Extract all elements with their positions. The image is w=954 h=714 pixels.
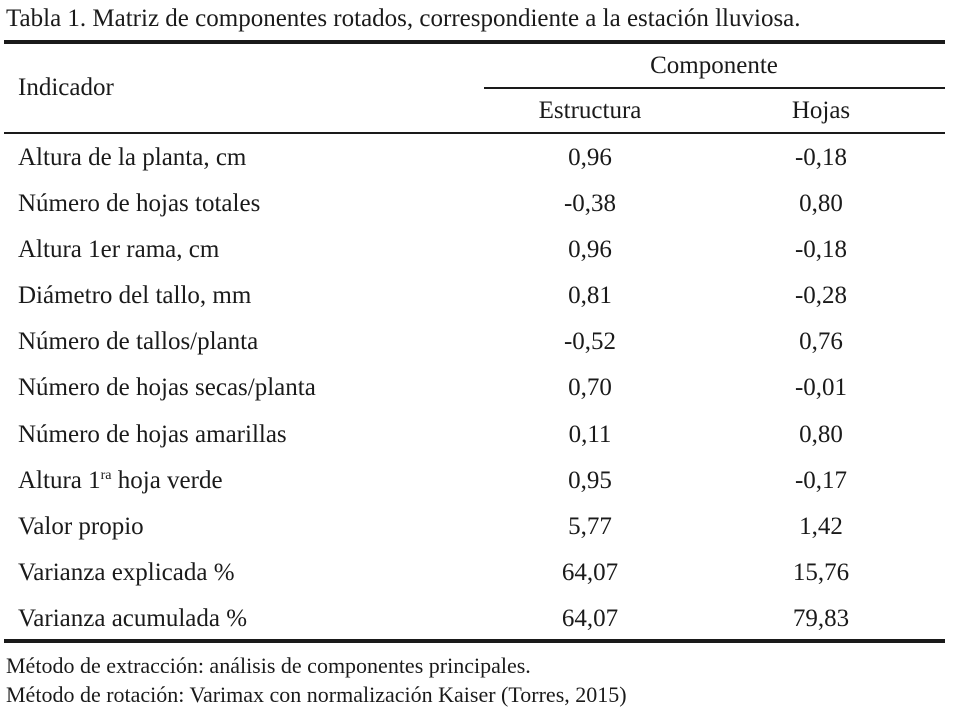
hojas-cell: 0,76 — [799, 328, 843, 356]
indicator-prefix: Altura 1 — [18, 466, 101, 494]
hojas-cell: -0,01 — [794, 374, 848, 402]
component-header: Componente — [650, 52, 778, 79]
component-rule — [484, 87, 945, 89]
table-row — [0, 366, 954, 412]
indicator-cell: Altura de la planta, cm — [18, 144, 247, 171]
table-row — [0, 551, 954, 597]
indicator-cell: Valor propio — [18, 512, 144, 540]
footnote-extraction: Método de extracción: análisis de componentes principales. — [6, 653, 531, 678]
hojas-header: Hojas — [791, 97, 851, 124]
indicator-cell: Varianza acumulada % — [18, 604, 248, 632]
indicator-cell: Varianza explicada % — [18, 558, 235, 586]
estructura-cell: 0,96 — [568, 144, 612, 171]
bottom-rule — [4, 639, 945, 643]
indicator-cell: Altura 1er rama, cm — [18, 236, 220, 264]
table-row — [0, 274, 954, 320]
footnote-rotation: Método de rotación: Varimax con normalización Kaiser (Torres, 2015) — [6, 682, 627, 707]
indicator-cell: Número de tallos/planta — [18, 328, 259, 356]
estructura-cell: -0,52 — [563, 328, 617, 356]
estructura-cell: -0,38 — [563, 190, 617, 218]
estructura-cell: 0,96 — [568, 236, 612, 264]
table-row — [0, 228, 954, 274]
hojas-cell: -0,18 — [794, 236, 848, 264]
estructura-header: Estructura — [538, 97, 642, 124]
header-rule — [4, 132, 945, 134]
indicator-cell: Diámetro del tallo, mm — [18, 282, 252, 310]
table-row — [0, 413, 954, 459]
estructura-cell: 64,07 — [561, 604, 619, 632]
estructura-cell: 0,81 — [568, 282, 612, 310]
indicator-suffix: hoja verde — [111, 466, 223, 494]
estructura-cell: 0,70 — [568, 374, 612, 402]
table-row — [0, 182, 954, 228]
top-rule — [4, 40, 945, 44]
hojas-cell: -0,28 — [794, 282, 848, 310]
table-row — [0, 597, 954, 643]
hojas-cell: 15,76 — [792, 558, 850, 586]
estructura-cell: 0,11 — [568, 420, 612, 448]
indicator-cell: Número de hojas totales — [18, 190, 261, 218]
hojas-cell: 0,80 — [799, 420, 843, 448]
hojas-cell: -0,18 — [794, 144, 848, 171]
indicator-superscript: ra — [100, 467, 112, 483]
indicator-cell: Número de hojas amarillas — [18, 420, 287, 448]
table-row — [0, 136, 954, 182]
indicator-header: Indicador — [18, 74, 114, 101]
table-row — [0, 505, 954, 551]
estructura-cell: 5,77 — [568, 512, 612, 540]
hojas-cell: 1,42 — [799, 512, 843, 540]
hojas-cell: 79,83 — [792, 604, 850, 632]
hojas-cell: -0,17 — [794, 466, 848, 494]
table-caption: Tabla 1. Matriz de componentes rotados, correspondiente a la estación lluviosa. — [6, 5, 801, 32]
indicator-cell: Número de hojas secas/planta — [18, 374, 316, 402]
indicator-cell — [18, 465, 223, 497]
table-row — [0, 320, 954, 366]
estructura-cell: 64,07 — [561, 558, 619, 586]
table-row — [0, 459, 954, 505]
table-body — [0, 136, 954, 643]
estructura-cell: 0,95 — [568, 466, 612, 494]
hojas-cell: 0,80 — [799, 190, 843, 218]
